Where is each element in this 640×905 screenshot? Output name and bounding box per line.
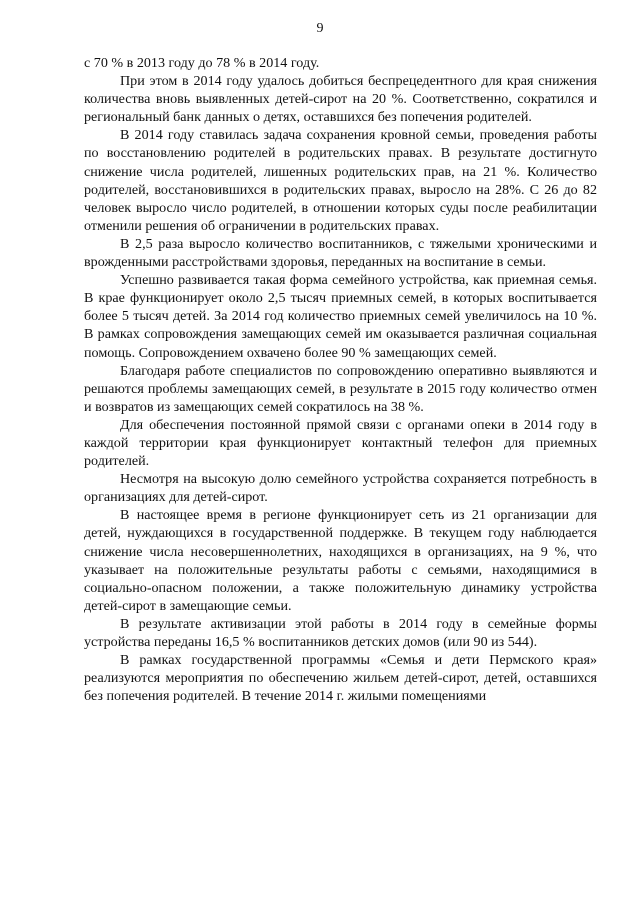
paragraph: Успешно развивается такая форма семейного устройства, как приемная семья. В крае функционирует около 2,5 тысяч приемных семей, в которых воспитывается более 5 тысяч детей. За 2014 год количество приемных семей увеличилось на 10 %. В рамках сопровождения замещающих семей им оказывается различная социальная помощь. Сопровождением охвачено более 90 % замещающих семей. <box>84 272 597 361</box>
paragraph: В рамках государственной программы «Семья и дети Пермского края» реализуются мероприятия по обеспечению жильем детей-сирот, детей, оставшихся без попечения родителей. В течение 2014 г. жилыми помещениями <box>84 652 597 705</box>
paragraph: с 70 % в 2013 году до 78 % в 2014 году. <box>84 55 320 71</box>
page-number: 9 <box>316 21 324 36</box>
paragraph: При этом в 2014 году удалось добиться беспрецедентного для края снижения количества вновь выявленных детей-сирот на 20 %. Соответственно, сократился и региональный банк данных о детях, оставшихся без попечения родителей. <box>84 73 597 126</box>
paragraph: В результате активизации этой работы в 2014 году в семейные формы устройства переданы 16,5 % воспитанников детских домов (или 90 из 544). <box>84 615 597 650</box>
paragraph: Благодаря работе специалистов по сопровождению оперативно выявляются и решаются проблемы замещающих семей, в результате в 2015 году количество отмен и возвратов из замещающих семей сократилось на 38 %. <box>84 362 597 415</box>
paragraph: В 2,5 раза выросло количество воспитанников, с тяжелыми хроническими и врожденными расстройствами здоровья, переданных на воспитание в семьи. <box>84 235 597 271</box>
paragraph: В настоящее время в регионе функционирует сеть из 21 организации для детей, нуждающихся в государственной поддержке. В текущем году наблюдается снижение числа несовершеннолетних, находящихся в организациях, на 9 %, что указывает на положительные результаты работы с семьями, находящимися в социально-опасном положении, а также положительную динамику устройства детей-сирот в замещающие семьи. <box>84 507 597 614</box>
paragraph: В 2014 году ставилась задача сохранения кровной семьи, проведения работы по восстановлению родителей в родительских правах. В результате достигнуто снижение числа родителей, лишенных родительских прав, на 21 %. Количество родителей, восстановившихся в родительских правах, выросло на 28%. С 26 до 82 человек выросло число родителей, в отношении которых суды после реабилитации отменили решения об ограничении в родительских правах. <box>84 127 597 234</box>
body-text <box>84 54 597 705</box>
paragraph: Несмотря на высокую долю семейного устройства сохраняется потребность в организациях для детей-сирот. <box>84 471 597 506</box>
paragraph: Для обеспечения постоянной прямой связи с органами опеки в 2014 году в каждой территории края функционирует контактный телефон для приемных родителей. <box>84 416 597 470</box>
